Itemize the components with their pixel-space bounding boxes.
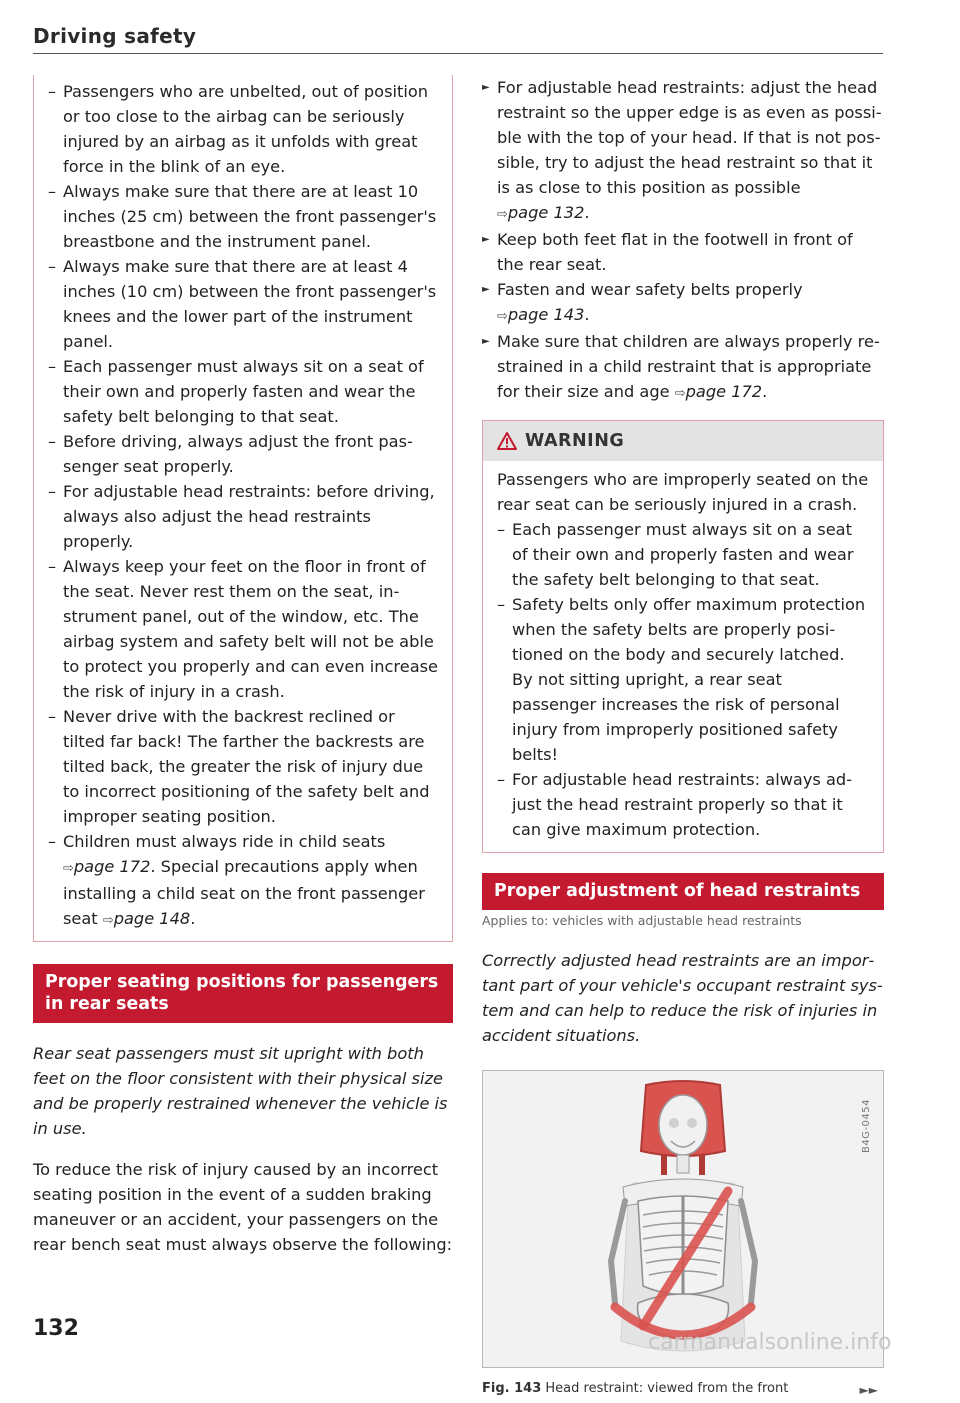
section-title-rear-seats: Proper seating positions for passengers in rear seats [33,964,453,1023]
page-ref-arrow-icon: ⇨ [497,207,508,222]
warning-bullet: – Passengers who are unbelted, out of position or too close to the airbag can be seriously injured by an airbag as it unfolds with great force in the blink of an eye. [48,79,438,179]
page-ref-arrow-icon: ⇨ [63,861,74,876]
left-column [33,75,453,1257]
page-ref-link[interactable]: ⇨page 172 [674,382,763,401]
warning-bullet: – Always keep your feet on the floor in front of the seat. Never rest them on the seat, instrument panel, out of the window, etc. The airbag system and safety belt will not be able to protect you properly and can even increase the risk of injury in a crash. [48,554,438,704]
section-intro: Correctly adjusted head restraints are an important part of your vehicle's occupant restraint system and can help to reduce the risk of injuries in accident situations. [482,951,883,1045]
step-item: ► Make sure that children are always properly restrained in a child restraint that is appropriate for their size and age ⇨page 172. [482,329,884,406]
warning-bullet-list [497,517,869,842]
page-ref-arrow-icon: ⇨ [102,913,114,928]
warning-bullet: – Before driving, always adjust the front passenger seat properly. [48,429,438,479]
right-column [482,75,884,1401]
step-item: ► Fasten and wear safety belts properly ⇨page 143. [482,277,884,329]
warning-intro: Passengers who are improperly seated on the rear seat can be seriously injured in a crash. [497,470,869,514]
warning-bullet: – For adjustable head restraints: before driving, always also adjust the head restraints properly. [48,479,438,554]
figure-head-restraint [482,1070,884,1368]
watermark: carmanualsonline.info [648,1330,892,1355]
step-list [482,75,884,406]
section-header: Driving safety [33,24,197,48]
bullet-text: Children must always ride in child seats [63,832,386,851]
page-ref-link[interactable]: ⇨page 148 [102,909,191,928]
figure-caption [482,1376,884,1401]
warning-box [482,420,884,853]
step-item: ► For adjustable head restraints: adjust the head restraint so the upper edge is as even as possible with the top of your head. If that is not possible, try to adjust the head restraint so that it is as close to this position as possible ⇨page 132. [482,75,884,227]
warning-triangle-icon [497,432,517,450]
figure-id: B4G-0454 [861,1099,872,1154]
warning-body [483,461,883,852]
page-ref-arrow-icon: ⇨ [674,386,686,401]
warning-bullet: – Always make sure that there are at least 10 inches (25 cm) between the front passenger's breastbone and the instrument panel. [48,179,438,254]
page-ref-link[interactable]: ⇨page 172 [63,857,151,876]
section-intro: Rear seat passengers must sit upright with both feet on the floor consistent with their physical size and be properly restrained whenever the vehicle is in use. [33,1044,448,1138]
header-rule [33,53,883,54]
continue-arrow-icon: ►► [859,1383,878,1397]
warning-continuation-box [33,75,453,942]
warning-header [483,421,883,461]
warning-bullet: – Never drive with the backrest reclined or tilted far back! The farther the backrests are tilted back, the greater the risk of injury due to incorrect positioning of the safety belt and improper seating position. [48,704,438,829]
warning-bullet: – Always make sure that there are at least 4 inches (10 cm) between the front passenger's knees and the lower part of the instrument panel. [48,254,438,354]
bullet-text: . Special precautions apply when installing a child seat on the front passenger seat [63,857,425,928]
warning-label: WARNING [525,430,625,451]
head-restraint-illustration [483,1071,883,1367]
page-ref-link[interactable]: ⇨page 143 [497,305,585,324]
warning-bullet-children: – Children must always ride in child seats ⇨page 172. Special precautions apply when installing a child seat on the front passenger seat ⇨page 148. [48,829,438,933]
page-ref-arrow-icon: ⇨ [497,309,508,324]
warning-bullet: – For adjustable head restraints: always adjust the head restraint properly so that it can give maximum protection. [497,767,869,842]
warning-bullet: – Each passenger must always sit on a seat of their own and properly fasten and wear the safety belt belonging to that seat. [497,517,869,592]
section-title-head-restraints: Proper adjustment of head restraints [482,873,884,910]
body-paragraph: To reduce the risk of injury caused by an incorrect seating position in the event of a sudden braking maneuver or an accident, your passengers on the rear bench seat must always observe the following: [33,1160,453,1254]
figure-caption-label: Fig. 143 [482,1381,542,1396]
warning-bullet: – Each passenger must always sit on a seat of their own and properly fasten and wear the safety belt belonging to that seat. [48,354,438,429]
applies-to-note: Applies to: vehicles with adjustable head restraints [482,913,802,928]
warning-bullet-list [48,79,438,933]
warning-bullet: – Safety belts only offer maximum protection when the safety belts are properly positioned on the body and securely latched. By not sitting upright, a rear seat passenger increases the risk of personal injury from improperly positioned safety belts! [497,592,869,767]
figure-caption-text: Head restraint: viewed from the front [545,1381,789,1396]
step-item: ► Keep both feet flat in the footwell in front of the rear seat. [482,227,884,277]
page-ref-link[interactable]: ⇨page 132 [497,203,585,222]
page-number: 132 [33,1316,79,1341]
